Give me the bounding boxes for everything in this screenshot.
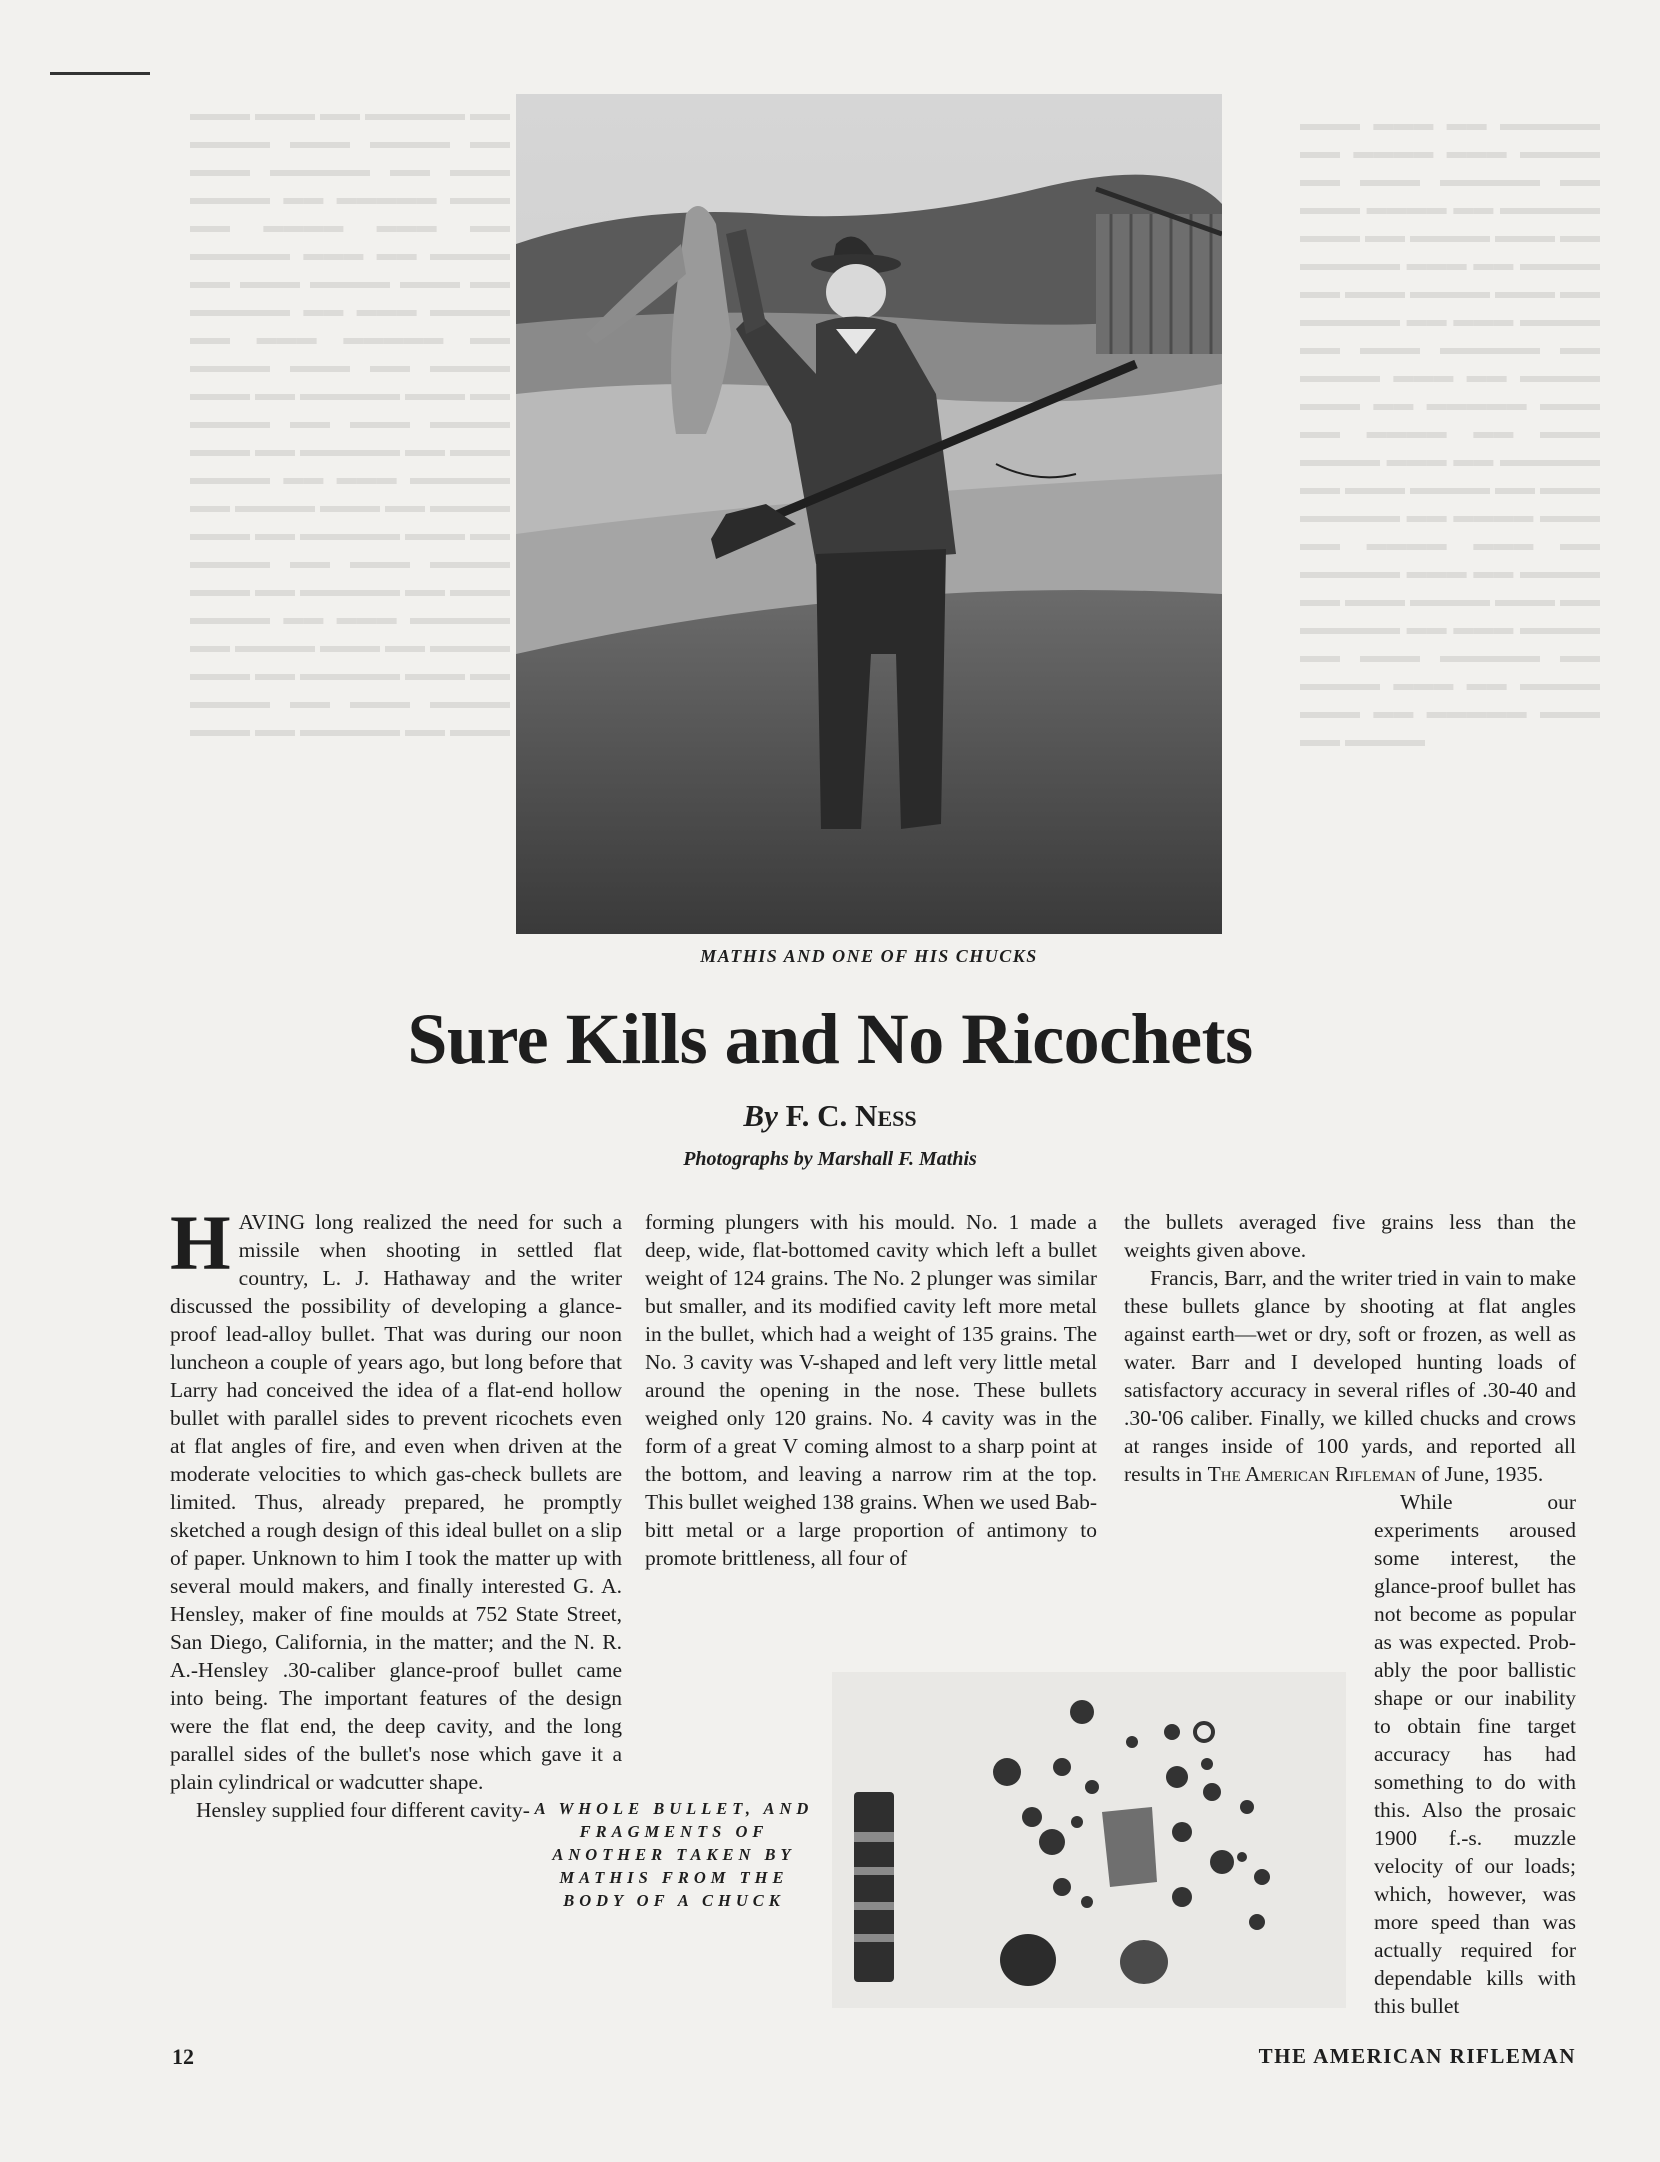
- drop-cap: H: [170, 1199, 231, 1286]
- paragraph-text: AVING long realized the need for such a missile when shooting in settled flat country, L. J. Hathaway and the writer discussed the possibility of developing a glance-proof lead-alloy bullet. That was during our noon luncheon a couple of years ago, but long before that Larry had conceived the idea of a flat-end hollow bullet with parallel sides to prevent ricochets even at flat angles of fire, and even when driven at the moderate velocities to which gas-check bullets are limited. Thus, already prepared, he promptly sketched a rough design of this ideal bullet on a slip of paper. Unknown to him I took the matter up with several mould makers, and finally interested G. A. Hensley, maker of fine moulds at 752 State Street, San Diego, California, in the matter; and the N. R. A.-Hensley .30-caliber glance-proof bullet came into being. The important features of the design were the flat end, the deep cavity, and the long parallel sides of the bullet's nose which gave it a plain cylindrical or wadcutter shape.: [170, 1210, 622, 1794]
- photo-hunter-with-chuck: [516, 94, 1222, 934]
- paragraph-text: Francis, Barr, and the writer tried in vain to make these bullets glance by shooting at flat angles against earth—wet or dry, soft or frozen, as well as water. Barr and I developed hunting loads of satisfactory accuracy in several rifles of .30-40 and .30-'06 caliber. Finally, we killed chucks and crows at ranges inside of 100 yards, and reported all results in: [1124, 1266, 1576, 1486]
- byline-author: F. C. Ness: [785, 1098, 917, 1133]
- byline-prefix: By: [743, 1098, 778, 1133]
- magazine-name: The American Rifleman: [1207, 1462, 1417, 1486]
- paragraph: [170, 1199, 622, 1796]
- paragraph: [1124, 1264, 1576, 1488]
- photo-credit: Photographs by Marshall F. Mathis: [683, 1148, 977, 1170]
- article-title: Sure Kills and No Ricochets: [407, 999, 1253, 1079]
- paragraph: the bullets averaged five grains less than the weights given above.: [1124, 1210, 1576, 1262]
- article-column-1: [170, 1199, 622, 1824]
- photo-caption: MATHIS AND ONE OF HIS CHUCKS: [700, 946, 1038, 966]
- page-corner-mark: [50, 72, 150, 75]
- page-number: 12: [172, 2044, 194, 2069]
- paragraph: forming plungers with his mould. No. 1 made a deep, wide, flat-bottomed cavity which left a bullet weight of 124 grains. The No. 2 plunger was similar but smaller, and its modified cavity left more metal in the bullet, which had a weight of 135 grains. The No. 3 cavity was V-shaped and left very little metal around the opening in the nose. These bullets weighed only 120 grains. No. 4 cavity was in the form of a great V coming almost to a sharp point at the bottom, and leaving a narrow rim at the top. This bullet weighed 138 grains. When we used Babbitt metal or a large proportion of antimony to promote brittleness, all four of: [645, 1210, 1097, 1570]
- photo-bullet-fragments: [832, 1672, 1346, 2008]
- paragraph-text: of June, 1935.: [1416, 1462, 1544, 1486]
- fragment-photo-caption: A WHOLE BULLET, AND FRAGMENTS OF ANOTHER TAKEN BY MATHIS FROM THE BODY OF A CHUCK: [534, 1799, 814, 1910]
- bleed-through-left: ▬▬▬ ▬▬▬ ▬▬ ▬▬▬▬▬ ▬▬ ▬▬▬▬ ▬▬▬ ▬▬▬▬ ▬▬ ▬▬▬ ▬▬▬▬▬ ▬▬ ▬▬▬ ▬▬▬▬ ▬▬ ▬▬▬▬▬ ▬▬▬ ▬▬ ▬▬▬▬ ▬▬▬ ▬▬ ▬▬▬▬▬ ▬▬▬ ▬▬ ▬▬▬▬ ▬▬ ▬▬▬ ▬▬▬▬ ▬▬▬ ▬▬ ▬▬▬▬▬ ▬▬ ▬▬▬ ▬▬▬▬ ▬▬ ▬▬▬ ▬▬▬▬▬ ▬▬ ▬▬▬▬ ▬▬▬ ▬▬ ▬▬▬▬ ▬▬▬ ▬▬ ▬▬▬▬▬ ▬▬▬ ▬▬ ▬▬▬▬ ▬▬ ▬▬▬ ▬▬▬▬ ▬▬▬ ▬▬ ▬▬▬▬▬ ▬▬ ▬▬▬ ▬▬▬▬ ▬▬ ▬▬▬ ▬▬▬▬▬ ▬▬ ▬▬▬▬ ▬▬▬ ▬▬ ▬▬▬▬ ▬▬▬ ▬▬ ▬▬▬▬▬ ▬▬▬ ▬▬ ▬▬▬▬ ▬▬ ▬▬▬ ▬▬▬▬ ▬▬▬ ▬▬ ▬▬▬▬▬ ▬▬ ▬▬▬ ▬▬▬▬ ▬▬ ▬▬▬ ▬▬▬▬▬ ▬▬ ▬▬▬▬ ▬▬▬ ▬▬ ▬▬▬▬ ▬▬▬ ▬▬ ▬▬▬▬▬ ▬▬▬ ▬▬ ▬▬▬▬ ▬▬ ▬▬▬ ▬▬▬▬ ▬▬▬ ▬▬ ▬▬▬▬▬ ▬▬ ▬▬▬: [190, 103, 510, 741]
- bleed-through-right: ▬▬▬ ▬▬▬ ▬▬ ▬▬▬▬▬ ▬▬ ▬▬▬▬ ▬▬▬ ▬▬▬▬ ▬▬ ▬▬▬ ▬▬▬▬▬ ▬▬ ▬▬▬ ▬▬▬▬ ▬▬ ▬▬▬▬▬ ▬▬▬ ▬▬ ▬▬▬▬ ▬▬▬ ▬▬ ▬▬▬▬▬ ▬▬▬ ▬▬ ▬▬▬▬ ▬▬ ▬▬▬ ▬▬▬▬ ▬▬▬ ▬▬ ▬▬▬▬▬ ▬▬ ▬▬▬ ▬▬▬▬ ▬▬ ▬▬▬ ▬▬▬▬▬ ▬▬ ▬▬▬▬ ▬▬▬ ▬▬ ▬▬▬▬ ▬▬▬ ▬▬ ▬▬▬▬▬ ▬▬▬ ▬▬ ▬▬▬▬ ▬▬ ▬▬▬ ▬▬▬▬ ▬▬▬ ▬▬ ▬▬▬▬▬ ▬▬ ▬▬▬ ▬▬▬▬ ▬▬ ▬▬▬ ▬▬▬▬▬ ▬▬ ▬▬▬▬ ▬▬▬ ▬▬ ▬▬▬▬ ▬▬▬ ▬▬ ▬▬▬▬▬ ▬▬▬ ▬▬ ▬▬▬▬ ▬▬ ▬▬▬ ▬▬▬▬ ▬▬▬ ▬▬ ▬▬▬▬▬ ▬▬ ▬▬▬ ▬▬▬▬ ▬▬ ▬▬▬ ▬▬▬▬▬ ▬▬ ▬▬▬▬ ▬▬▬ ▬▬ ▬▬▬▬ ▬▬▬ ▬▬ ▬▬▬▬▬ ▬▬▬ ▬▬ ▬▬▬▬: [1300, 113, 1600, 751]
- byline: [300, 1098, 1360, 1134]
- paragraph: While our experiments aroused some interest, the glance-proof bullet has not become as popular as was expected. Probably the poor ballistic shape or our inability to obtain fine target accuracy has had something to do with this. Also the prosaic 1900 f.-s. muzzle velocity of our loads; which, however, was more speed than was actually required for dependable kills with this bullet: [1374, 1490, 1576, 2018]
- magazine-footer: THE AMERICAN RIFLEMAN: [1258, 2044, 1576, 2068]
- article-column-2: [645, 1208, 1097, 1572]
- paragraph: Hensley supplied four different cavity-: [196, 1798, 530, 1822]
